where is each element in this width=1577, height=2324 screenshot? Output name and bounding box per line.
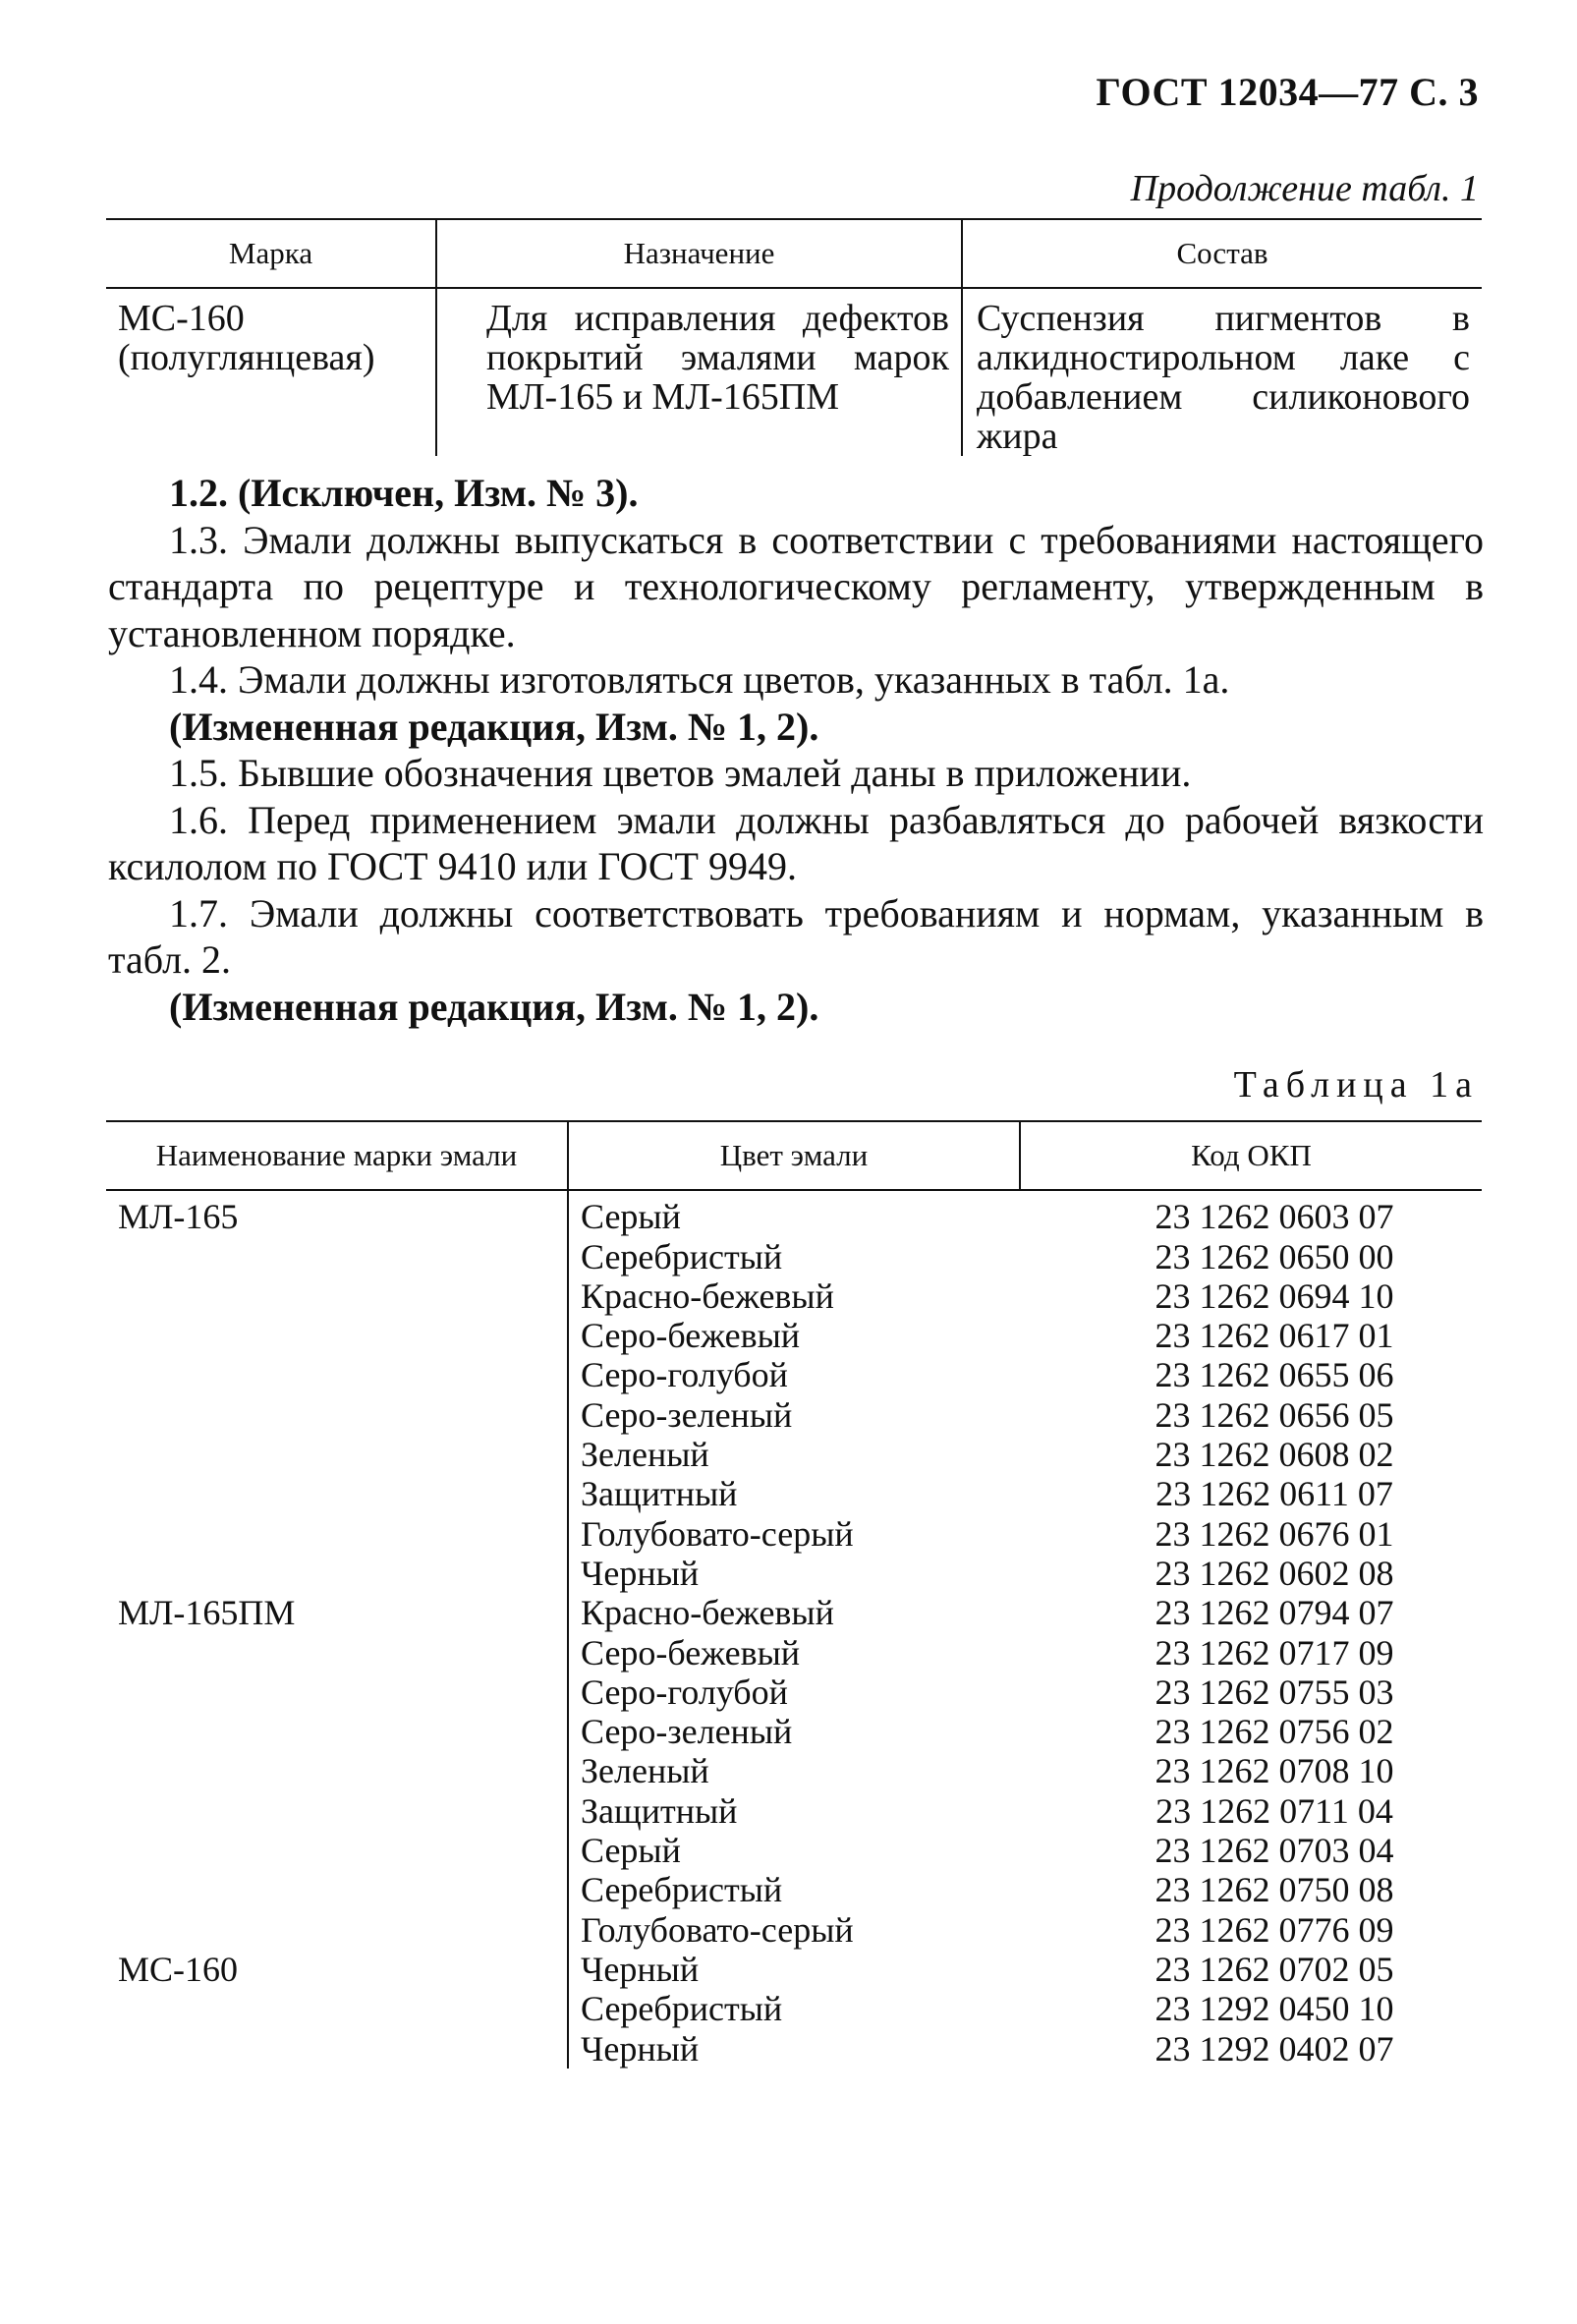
table1a-cell-color: Серебристый [568, 1870, 1020, 1909]
table-row [106, 1632, 1482, 1672]
table1a-cell-grade [106, 1435, 568, 1474]
table-row [106, 1790, 1482, 1830]
table1a-cell-color: Серый [568, 1190, 1020, 1236]
table1a-cell-okp-code: 23 1262 0655 06 [1155, 1355, 1394, 1395]
table1a-cell-grade [106, 1790, 568, 1830]
table1a-caption: Таблица 1а [1233, 1064, 1479, 1105]
table1a-cell-okp-code: 23 1262 0702 05 [1155, 1949, 1394, 1989]
table1a-cell-color: Голубовато-серый [568, 1909, 1020, 1949]
table1a-cell-grade [106, 1474, 568, 1513]
page-header: ГОСТ 12034—77 С. 3 [1096, 70, 1479, 114]
table1-header-composition: Состав [962, 219, 1482, 288]
table1a [106, 1120, 1482, 2069]
table1a-cell-grade [106, 1513, 568, 1553]
table-row [106, 2028, 1482, 2068]
para-1-2: 1.2. (Исключен, Изм. № 3). [169, 471, 639, 515]
table1-cell-purpose: Для исправления дефектов покрытий эмалями марок МЛ-165 и МЛ-165ПМ [436, 288, 962, 456]
table-row [106, 1394, 1482, 1434]
table1-cell-mark: МС-160 (полуглянцевая) [118, 298, 375, 378]
table-row [106, 1316, 1482, 1355]
table1-header-purpose: Назначение [436, 219, 962, 288]
table-row [106, 1554, 1482, 1593]
table1a-cell-grade [106, 1751, 568, 1790]
table1a-cell-grade [106, 1870, 568, 1909]
table1a-cell-okp-code: 23 1262 0717 09 [1155, 1632, 1394, 1672]
table1a-cell-color: Серебристый [568, 1989, 1020, 2028]
table1a-cell-okp-code: 23 1262 0755 03 [1155, 1672, 1394, 1712]
table1a-cell-grade: МЛ-165ПМ [118, 1593, 296, 1633]
table1a-header-okp-code: Код ОКП [1020, 1121, 1482, 1190]
table-row [106, 1989, 1482, 2028]
table1-cell-composition: Суспензия пигментов в алкидностирольном лаке с добавлением силиконового жира [962, 288, 1482, 456]
table1a-cell-grade [106, 1712, 568, 1751]
table1a-cell-okp-code: 23 1262 0776 09 [1155, 1909, 1394, 1950]
para-1-4: 1.4. Эмали должны изготовляться цветов, указанных в табл. 1а. [169, 657, 1230, 702]
table1a-cell-okp-code: 23 1262 0676 01 [1155, 1513, 1394, 1554]
table-row [106, 1950, 1482, 1989]
table-row [106, 1276, 1482, 1316]
table1a-body [106, 1190, 1482, 2069]
table-row [106, 1870, 1482, 1909]
table-row [106, 1831, 1482, 1870]
table1a-cell-grade [106, 2028, 568, 2068]
table1a-cell-color: Серо-голубой [568, 1355, 1020, 1394]
table1a-cell-grade [106, 1554, 568, 1593]
table1a-cell-color: Серебристый [568, 1236, 1020, 1275]
table1a-cell-color: Зеленый [568, 1435, 1020, 1474]
table1 [106, 218, 1482, 456]
table1a-cell-okp-code: 23 1262 0602 08 [1155, 1553, 1394, 1593]
table1a-cell-grade [106, 1672, 568, 1712]
para-1-5: 1.5. Бывшие обозначения цветов эмалей даны в приложении. [169, 751, 1192, 795]
table1a-cell-color: Защитный [568, 1790, 1020, 1830]
table1a-cell-okp-code: 23 1262 0617 01 [1155, 1316, 1394, 1356]
table1a-cell-grade: МЛ-165 [118, 1197, 239, 1237]
table1-header-mark: Марка [106, 219, 436, 288]
table1a-cell-grade [106, 1276, 568, 1316]
table1a-cell-color: Защитный [568, 1474, 1020, 1513]
table1a-cell-color: Серо-зеленый [568, 1712, 1020, 1751]
table1a-cell-color: Серо-бежевый [568, 1632, 1020, 1672]
table1a-header-row [106, 1121, 1482, 1190]
table1a-cell-okp-code: 23 1262 0694 10 [1155, 1275, 1394, 1316]
table1a-cell-grade [106, 1394, 568, 1434]
body-text [108, 470, 1484, 1030]
table1a-cell-grade [106, 1632, 568, 1672]
table1a-cell-color: Красно-бежевый [568, 1593, 1020, 1632]
table1-header-row [106, 219, 1482, 288]
table-row [106, 1236, 1482, 1275]
table1a-cell-color: Серо-голубой [568, 1672, 1020, 1712]
table1a-cell-grade: МС-160 [118, 1949, 239, 1989]
para-1-3: 1.3. Эмали должны выпускаться в соответствии с требованиями настоящего стандарта по рецептуре и технологическому регламенту, утвержденным в установленном порядке. [108, 517, 1484, 655]
table1a-cell-color: Черный [568, 1950, 1020, 1989]
table1a-cell-grade [106, 1355, 568, 1394]
table1a-cell-grade [106, 1989, 568, 2028]
table-row [106, 1751, 1482, 1790]
table1a-header-color: Цвет эмали [568, 1121, 1020, 1190]
table1a-cell-grade [106, 1236, 568, 1275]
table1-row [106, 288, 1482, 456]
table1a-cell-color: Голубовато-серый [568, 1513, 1020, 1553]
table-row [106, 1593, 1482, 1632]
table-row [106, 1513, 1482, 1553]
table1a-cell-okp-code: 23 1262 0703 04 [1155, 1831, 1394, 1871]
table1a-cell-grade [106, 1316, 568, 1355]
table1a-cell-okp-code: 23 1262 0603 07 [1155, 1197, 1394, 1237]
table-row [106, 1190, 1482, 1236]
para-1-6: 1.6. Перед применением эмали должны разбавляться до рабочей вязкости ксилолом по ГОСТ 9410 или ГОСТ 9949. [108, 797, 1484, 888]
amendment-note-1: (Измененная редакция, Изм. № 1, 2). [169, 704, 819, 749]
table1a-cell-color: Черный [568, 2028, 1020, 2068]
table1a-cell-okp-code: 23 1292 0402 07 [1155, 2028, 1394, 2069]
table1a-cell-okp-code: 23 1262 0608 02 [1155, 1435, 1394, 1475]
amendment-note-2: (Измененная редакция, Изм. № 1, 2). [169, 984, 819, 1029]
table-row [106, 1672, 1482, 1712]
table-row [106, 1474, 1482, 1513]
table1a-cell-okp-code: 23 1262 0756 02 [1155, 1712, 1394, 1752]
table1a-cell-okp-code: 23 1262 0794 07 [1155, 1593, 1394, 1633]
table1a-header-grade: Наименование марки эмали [106, 1121, 568, 1190]
table1a-cell-grade [106, 1831, 568, 1870]
table1a-cell-okp-code: 23 1262 0708 10 [1155, 1751, 1394, 1791]
table1a-cell-okp-code: 23 1292 0450 10 [1155, 1989, 1394, 2029]
table-row [106, 1712, 1482, 1751]
table1a-cell-color: Черный [568, 1554, 1020, 1593]
table1a-cell-okp-code: 23 1262 0656 05 [1155, 1394, 1394, 1435]
table1a-cell-color: Зеленый [568, 1751, 1020, 1790]
table1a-cell-okp-code: 23 1262 0711 04 [1155, 1790, 1393, 1831]
table1a-cell-color: Серый [568, 1831, 1020, 1870]
para-1-7: 1.7. Эмали должны соответствовать требованиям и нормам, указанным в табл. 2. [108, 890, 1484, 982]
table1-caption: Продолжение табл. 1 [1130, 168, 1479, 209]
table1a-cell-color: Красно-бежевый [568, 1276, 1020, 1316]
table1a-cell-grade [106, 1909, 568, 1949]
table-row [106, 1435, 1482, 1474]
table1a-cell-okp-code: 23 1262 0650 00 [1155, 1236, 1394, 1276]
table1a-cell-okp-code: 23 1262 0611 07 [1155, 1474, 1393, 1514]
table1a-cell-color: Серо-зеленый [568, 1394, 1020, 1434]
table-row [106, 1909, 1482, 1949]
table1a-cell-okp-code: 23 1262 0750 08 [1155, 1870, 1394, 1910]
table1a-cell-color: Серо-бежевый [568, 1316, 1020, 1355]
table-row [106, 1355, 1482, 1394]
